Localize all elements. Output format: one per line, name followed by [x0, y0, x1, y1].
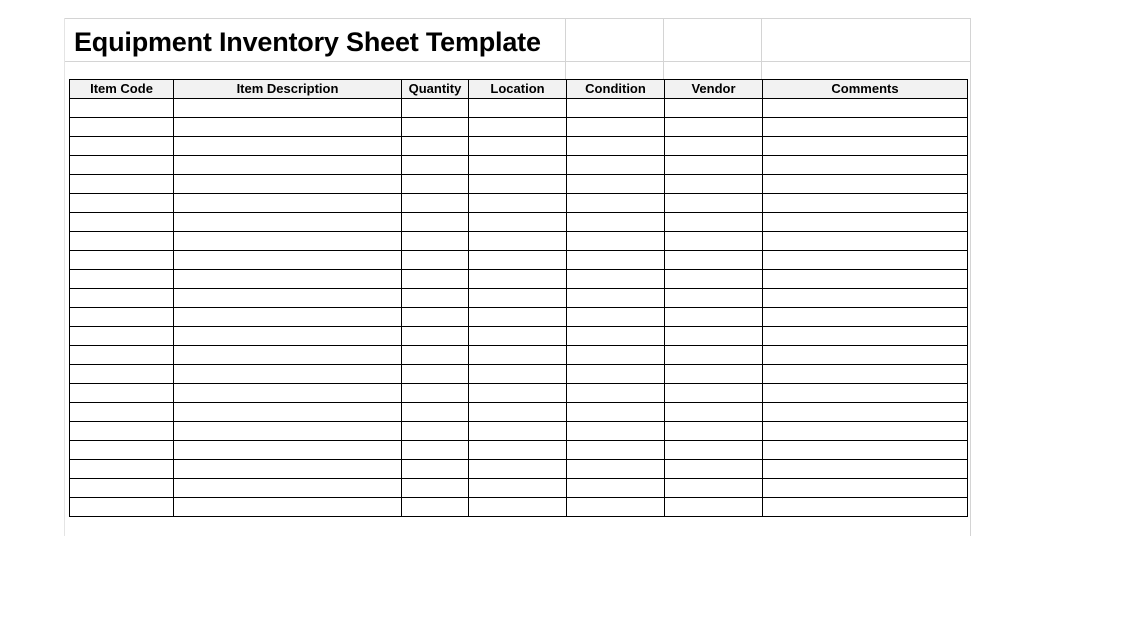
table-cell[interactable]: [567, 289, 665, 308]
table-cell[interactable]: [567, 346, 665, 365]
table-row: [70, 403, 968, 422]
table-cell[interactable]: [665, 498, 763, 517]
table-cell[interactable]: [665, 213, 763, 232]
table-body: [70, 99, 968, 517]
inventory-table: [69, 79, 968, 517]
table-cell[interactable]: [70, 403, 174, 422]
table-row: [70, 251, 968, 270]
table-cell[interactable]: [402, 270, 469, 289]
table-cell[interactable]: [567, 156, 665, 175]
table-cell[interactable]: [763, 403, 968, 422]
table-row: [70, 460, 968, 479]
header-row: [70, 80, 968, 99]
table-cell[interactable]: [70, 137, 174, 156]
table-cell[interactable]: [567, 308, 665, 327]
gridline: [64, 18, 65, 536]
table-cell[interactable]: [567, 384, 665, 403]
table-cell[interactable]: [469, 175, 567, 194]
table-cell[interactable]: [665, 289, 763, 308]
table-cell[interactable]: [665, 270, 763, 289]
table-cell[interactable]: [70, 270, 174, 289]
table-cell[interactable]: [402, 384, 469, 403]
table-cell[interactable]: [70, 175, 174, 194]
table-cell[interactable]: [763, 460, 968, 479]
table-cell[interactable]: [70, 118, 174, 137]
column-header-comments[interactable]: Comments: [763, 80, 968, 99]
table-cell[interactable]: [665, 327, 763, 346]
table-cell[interactable]: [469, 460, 567, 479]
table-cell[interactable]: [70, 99, 174, 118]
table-cell[interactable]: [665, 346, 763, 365]
table-row: [70, 327, 968, 346]
table-cell[interactable]: [402, 460, 469, 479]
table-cell[interactable]: [763, 213, 968, 232]
table-row: [70, 384, 968, 403]
column-header-location[interactable]: Location: [469, 80, 567, 99]
table-cell[interactable]: [567, 422, 665, 441]
table-cell[interactable]: [763, 327, 968, 346]
table-cell[interactable]: [174, 118, 402, 137]
table-cell[interactable]: [70, 289, 174, 308]
table-cell[interactable]: [469, 308, 567, 327]
gridline: [565, 18, 566, 79]
table-cell[interactable]: [469, 289, 567, 308]
table-cell[interactable]: [402, 118, 469, 137]
table-cell[interactable]: [665, 422, 763, 441]
table-cell[interactable]: [567, 232, 665, 251]
table-cell[interactable]: [665, 232, 763, 251]
table-cell[interactable]: [763, 498, 968, 517]
table-cell[interactable]: [763, 137, 968, 156]
table-cell[interactable]: [70, 213, 174, 232]
table-cell[interactable]: [469, 441, 567, 460]
table-cell[interactable]: [469, 384, 567, 403]
table-row: [70, 99, 968, 118]
table-cell[interactable]: [665, 479, 763, 498]
table-cell[interactable]: [763, 251, 968, 270]
table-cell[interactable]: [402, 422, 469, 441]
gridline: [970, 18, 971, 536]
table-cell[interactable]: [567, 498, 665, 517]
table-cell[interactable]: [469, 213, 567, 232]
table-cell[interactable]: [70, 194, 174, 213]
table-cell[interactable]: [402, 308, 469, 327]
gridline: [64, 18, 971, 19]
table-cell[interactable]: [469, 327, 567, 346]
table-cell[interactable]: [665, 118, 763, 137]
table-cell[interactable]: [567, 327, 665, 346]
table-cell[interactable]: [70, 346, 174, 365]
table-cell[interactable]: [174, 289, 402, 308]
table-row: [70, 232, 968, 251]
table-cell[interactable]: [567, 213, 665, 232]
table-cell[interactable]: [70, 422, 174, 441]
table-cell[interactable]: [70, 479, 174, 498]
table-cell[interactable]: [402, 327, 469, 346]
table-row: [70, 156, 968, 175]
table-cell[interactable]: [174, 175, 402, 194]
table-cell[interactable]: [567, 251, 665, 270]
table-cell[interactable]: [469, 346, 567, 365]
table-cell[interactable]: [763, 308, 968, 327]
table-cell[interactable]: [174, 270, 402, 289]
gridline: [663, 18, 664, 79]
table-cell[interactable]: [665, 194, 763, 213]
table-row: [70, 270, 968, 289]
table-cell[interactable]: [402, 156, 469, 175]
table-row: [70, 308, 968, 327]
table-cell[interactable]: [402, 346, 469, 365]
table-cell[interactable]: [174, 403, 402, 422]
table-cell[interactable]: [174, 308, 402, 327]
inventory-sheet: [64, 18, 971, 536]
table-cell[interactable]: [567, 99, 665, 118]
table-cell[interactable]: [70, 441, 174, 460]
table-cell[interactable]: [567, 441, 665, 460]
table-cell[interactable]: [763, 289, 968, 308]
table-cell[interactable]: [763, 118, 968, 137]
table-cell[interactable]: [402, 137, 469, 156]
table-cell[interactable]: [763, 194, 968, 213]
table-cell[interactable]: [70, 384, 174, 403]
table-cell[interactable]: [763, 441, 968, 460]
table-cell[interactable]: [469, 422, 567, 441]
table-cell[interactable]: [763, 479, 968, 498]
table-cell[interactable]: [174, 99, 402, 118]
table-cell[interactable]: [174, 137, 402, 156]
table-cell[interactable]: [567, 194, 665, 213]
table-cell[interactable]: [70, 365, 174, 384]
table-cell[interactable]: [402, 403, 469, 422]
table-row: [70, 479, 968, 498]
table-cell[interactable]: [567, 460, 665, 479]
table-row: [70, 422, 968, 441]
table-cell[interactable]: [402, 498, 469, 517]
table-cell[interactable]: [763, 156, 968, 175]
table-cell[interactable]: [469, 251, 567, 270]
table-cell[interactable]: [70, 460, 174, 479]
table-cell[interactable]: [70, 251, 174, 270]
table-cell[interactable]: [665, 441, 763, 460]
table-cell[interactable]: [469, 232, 567, 251]
table-cell[interactable]: [665, 251, 763, 270]
table-row: [70, 175, 968, 194]
table-cell[interactable]: [174, 194, 402, 213]
table-cell[interactable]: [763, 422, 968, 441]
table-cell[interactable]: [70, 498, 174, 517]
table-cell[interactable]: [665, 175, 763, 194]
table-row: [70, 213, 968, 232]
table-cell[interactable]: [665, 156, 763, 175]
table-cell[interactable]: [665, 384, 763, 403]
table-cell[interactable]: [402, 289, 469, 308]
column-header-item-description[interactable]: Item Description: [174, 80, 402, 99]
table-cell[interactable]: [174, 441, 402, 460]
table-cell[interactable]: [174, 479, 402, 498]
table-cell[interactable]: [469, 137, 567, 156]
table-cell[interactable]: [174, 327, 402, 346]
table-cell[interactable]: [174, 422, 402, 441]
table-cell[interactable]: [402, 194, 469, 213]
gridline: [761, 18, 762, 79]
table-cell[interactable]: [469, 365, 567, 384]
table-row: [70, 137, 968, 156]
table-cell[interactable]: [174, 460, 402, 479]
table-cell[interactable]: [665, 308, 763, 327]
table-cell[interactable]: [469, 403, 567, 422]
table-cell[interactable]: [665, 403, 763, 422]
table-cell[interactable]: [174, 232, 402, 251]
column-header-quantity[interactable]: Quantity: [402, 80, 469, 99]
table-cell[interactable]: [567, 479, 665, 498]
table-cell[interactable]: [763, 99, 968, 118]
table-cell[interactable]: [763, 232, 968, 251]
table-cell[interactable]: [402, 365, 469, 384]
table-cell[interactable]: [402, 99, 469, 118]
table-cell[interactable]: [665, 99, 763, 118]
table-cell[interactable]: [402, 175, 469, 194]
table-cell[interactable]: [567, 270, 665, 289]
table-cell[interactable]: [469, 156, 567, 175]
table-cell[interactable]: [665, 137, 763, 156]
table-row: [70, 346, 968, 365]
table-cell[interactable]: [763, 365, 968, 384]
table-cell[interactable]: [763, 346, 968, 365]
sheet-title: Equipment Inventory Sheet Template: [74, 27, 541, 57]
table-cell[interactable]: [402, 232, 469, 251]
table-cell[interactable]: [402, 213, 469, 232]
table-cell[interactable]: [174, 251, 402, 270]
table-cell[interactable]: [402, 479, 469, 498]
table-cell[interactable]: [763, 175, 968, 194]
table-cell[interactable]: [469, 99, 567, 118]
table-row: [70, 498, 968, 517]
table-cell[interactable]: [567, 118, 665, 137]
column-header-vendor[interactable]: Vendor: [665, 80, 763, 99]
table-cell[interactable]: [174, 384, 402, 403]
table-cell[interactable]: [174, 156, 402, 175]
table-cell[interactable]: [174, 498, 402, 517]
table-cell[interactable]: [174, 346, 402, 365]
table-cell[interactable]: [174, 213, 402, 232]
table-cell[interactable]: [70, 308, 174, 327]
table-cell[interactable]: [567, 403, 665, 422]
table-row: [70, 118, 968, 137]
table-row: [70, 194, 968, 213]
gridline: [64, 61, 971, 62]
column-header-condition[interactable]: Condition: [567, 80, 665, 99]
table-cell[interactable]: [567, 137, 665, 156]
table-cell[interactable]: [402, 251, 469, 270]
table-row: [70, 365, 968, 384]
table-cell[interactable]: [469, 270, 567, 289]
table-cell[interactable]: [763, 270, 968, 289]
table-row: [70, 289, 968, 308]
column-header-item-code[interactable]: Item Code: [70, 80, 174, 99]
table-cell[interactable]: [469, 194, 567, 213]
table-row: [70, 441, 968, 460]
table-cell[interactable]: [665, 365, 763, 384]
table-cell[interactable]: [402, 441, 469, 460]
table-cell[interactable]: [567, 175, 665, 194]
table-cell[interactable]: [70, 156, 174, 175]
table-cell[interactable]: [469, 479, 567, 498]
table-cell[interactable]: [70, 327, 174, 346]
table-cell[interactable]: [567, 365, 665, 384]
table-cell[interactable]: [174, 365, 402, 384]
table-cell[interactable]: [665, 460, 763, 479]
table-cell[interactable]: [763, 384, 968, 403]
table-cell[interactable]: [469, 498, 567, 517]
table-cell[interactable]: [469, 118, 567, 137]
table-cell[interactable]: [70, 232, 174, 251]
